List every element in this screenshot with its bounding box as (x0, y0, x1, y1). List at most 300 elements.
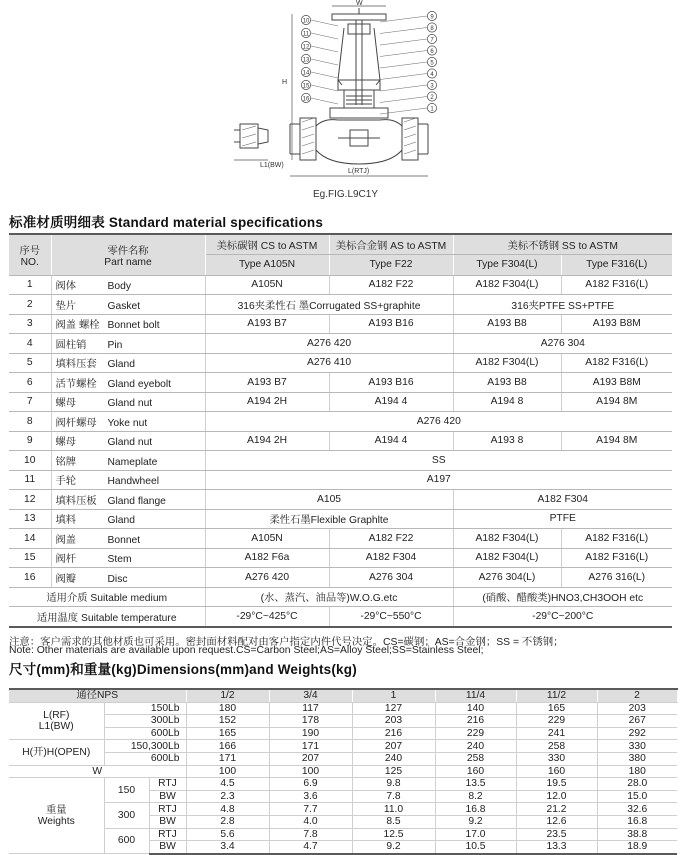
nps-size: 1/2 (186, 689, 269, 702)
length-label (9, 702, 104, 740)
length-value: 229 (435, 727, 516, 740)
weight-value: 2.8 (186, 815, 269, 828)
width-row (9, 765, 677, 778)
weight-value: 8.5 (352, 815, 435, 828)
weight-value: 19.5 (516, 778, 597, 791)
pressure-class: 600Lb (104, 752, 186, 765)
part-balloon-label: 11 (302, 31, 310, 38)
material-cell: A182 F304(L) (453, 548, 561, 568)
end-type: RTJ (149, 803, 186, 816)
dim-l-label: L(RTJ) (348, 168, 370, 175)
height-value: 380 (597, 752, 677, 765)
temperature-as: -29°C~550°C (329, 607, 453, 627)
weight-value: 7.8 (352, 790, 435, 803)
col-header-ss: 美标不锈钢 SS to ASTM (453, 234, 672, 254)
part-balloon-label: 14 (302, 70, 310, 77)
length-label-bw: L1(BW) (38, 720, 74, 732)
material-cell: A105 (205, 490, 453, 510)
length-value: 178 (269, 715, 352, 728)
width-value: 160 (516, 765, 597, 778)
part-name-cn: 阀盖 (55, 534, 77, 546)
part-name-cn: 活节螺栓 (55, 378, 97, 390)
part-leader-line (311, 72, 338, 78)
temperature-cs: -29°C~425°C (205, 607, 329, 627)
height-value: 330 (516, 752, 597, 765)
length-value: 241 (516, 727, 597, 740)
weight-value: 3.4 (186, 841, 269, 854)
part-leader-line (311, 46, 338, 52)
material-cell: A194 4 (329, 392, 453, 412)
part-number: 14 (9, 529, 51, 549)
part-number: 5 (9, 353, 51, 373)
material-row (9, 568, 672, 588)
part-number: 15 (9, 548, 51, 568)
part-name (51, 295, 205, 315)
nps-size: 3/4 (269, 689, 352, 702)
part-name-cn: 填料 (55, 515, 77, 527)
material-cell: A194 8M (561, 392, 672, 412)
material-cell: A276 410 (205, 353, 453, 373)
material-cell: A276 304 (453, 334, 672, 354)
part-leader-line (380, 39, 427, 45)
col-header-no-en: NO. (20, 256, 39, 268)
length-value: 165 (186, 727, 269, 740)
nps-size: 2 (597, 689, 677, 702)
dim-l1-label: L1(BW) (260, 162, 284, 169)
length-value: 190 (269, 727, 352, 740)
material-cell: A182 F304 (453, 490, 672, 510)
height-value: 330 (597, 740, 677, 753)
pressure-class: 150Lb (104, 702, 186, 715)
part-name (51, 431, 205, 451)
weight-value: 4.5 (186, 778, 269, 791)
pressure-class: 150,300Lb (104, 740, 186, 753)
weight-class: 300 (104, 803, 149, 828)
height-value: 207 (352, 740, 435, 753)
part-balloon-label: 12 (302, 44, 310, 51)
part-leader-line (380, 16, 427, 22)
part-name (51, 412, 205, 432)
part-name-en: Bonnet bolt (107, 320, 160, 332)
temperature-label: 适用温度 Suitable temperature (9, 607, 205, 627)
height-value: 240 (352, 752, 435, 765)
material-cell: A182 F22 (329, 275, 453, 295)
material-row (9, 548, 672, 568)
part-balloon-label: 4 (430, 71, 434, 78)
material-row (9, 295, 672, 315)
valve-drawing (220, 0, 480, 190)
part-name-cn: 螺母 (55, 398, 77, 410)
material-cell: A276 420 (205, 568, 329, 588)
part-name-en: Gland nut (107, 437, 153, 449)
part-name-cn: 螺母 (55, 437, 77, 449)
weight-value: 12.0 (516, 790, 597, 803)
part-leader-line (380, 74, 427, 80)
nps-label: 通径NPS (9, 689, 186, 702)
medium-label: 适用介质 Suitable medium (9, 587, 205, 607)
height-value: 166 (186, 740, 269, 753)
height-value: 240 (435, 740, 516, 753)
material-section-title: 标准材质明细表 Standard material specifications (9, 215, 324, 230)
weight-value: 17.0 (435, 828, 516, 841)
part-name (51, 392, 205, 412)
part-balloon-label: 3 (430, 83, 434, 90)
weight-value: 9.2 (352, 841, 435, 854)
weight-class: 600 (104, 828, 149, 854)
col-header-f304l: Type F304(L) (453, 254, 561, 275)
part-name (51, 490, 205, 510)
weight-label-en: Weights (37, 815, 75, 827)
valve-body-shape (316, 120, 402, 164)
part-balloon-label: 16 (302, 96, 310, 103)
part-leader-line (380, 51, 427, 57)
material-row (9, 470, 672, 490)
part-name (51, 470, 205, 490)
dimensions-section-title: 尺寸(mm)和重量(kg)Dimensions(mm)and Weights(kg) (9, 662, 357, 677)
medium-row (9, 587, 672, 607)
col-header-part-en: Part name (104, 256, 152, 268)
part-balloon-label: 1 (430, 106, 434, 113)
part-name-en: Gland nut (107, 398, 153, 410)
weight-value: 21.2 (516, 803, 597, 816)
part-name-en: Disc (107, 573, 128, 585)
part-balloon-label: 2 (430, 94, 434, 101)
material-cell: A193 B8 (453, 373, 561, 393)
nps-size: 1 (352, 689, 435, 702)
material-row (9, 490, 672, 510)
material-cell: A193 B16 (329, 373, 453, 393)
part-name-en: Body (107, 281, 131, 293)
material-cell: A182 F316(L) (561, 275, 672, 295)
weight-value: 9.8 (352, 778, 435, 791)
part-name-cn: 填料压套 (55, 359, 97, 371)
part-leader-line (380, 108, 427, 114)
part-name-en: Gland flange (107, 495, 166, 507)
part-name-cn: 阀盖 螺栓 (55, 320, 100, 332)
material-cell: A197 (205, 470, 672, 490)
part-name-en: Yoke nut (107, 417, 148, 429)
part-balloon-label: 15 (302, 83, 310, 90)
part-name-cn: 阀杆 (55, 554, 77, 566)
part-name (51, 548, 205, 568)
part-name-en: Stem (107, 554, 132, 566)
part-leader-line (380, 62, 427, 68)
weight-label (9, 778, 104, 854)
part-number: 6 (9, 373, 51, 393)
end-type: BW (149, 790, 186, 803)
material-cell: 柔性石墨Flexible Graphlte (205, 509, 453, 529)
pressure-class: 600Lb (104, 727, 186, 740)
weight-value: 10.5 (435, 841, 516, 854)
weight-value: 12.5 (352, 828, 435, 841)
part-number: 7 (9, 392, 51, 412)
material-row (9, 353, 672, 373)
part-balloon-label: 5 (430, 60, 434, 67)
material-cell: A105N (205, 275, 329, 295)
length-value: 203 (352, 715, 435, 728)
part-name (51, 353, 205, 373)
part-leader-line (311, 59, 338, 65)
material-cell: A193 B16 (329, 314, 453, 334)
material-cell: A182 F316(L) (561, 529, 672, 549)
part-name-en: Gland eyebolt (107, 378, 172, 390)
material-cell: A193 B8M (561, 373, 672, 393)
part-name-en: Gland (107, 515, 135, 527)
material-cell: A182 F304(L) (453, 529, 561, 549)
material-cell: A182 F304(L) (453, 353, 561, 373)
width-value: 125 (352, 765, 435, 778)
part-balloon-label: 10 (302, 18, 310, 25)
col-header-a105n: Type A105N (205, 254, 329, 275)
weight-value: 38.8 (597, 828, 677, 841)
length-value: 127 (352, 702, 435, 715)
weight-value: 7.7 (269, 803, 352, 816)
material-cell: A276 304(L) (453, 568, 561, 588)
material-row (9, 314, 672, 334)
part-leader-line (311, 33, 338, 39)
width-value: 100 (186, 765, 269, 778)
end-type: RTJ (149, 828, 186, 841)
length-label-rf: L(RF) (43, 709, 70, 721)
part-leader-line (380, 97, 427, 103)
length-value: 140 (435, 702, 516, 715)
part-name-cn: 填料压板 (55, 495, 97, 507)
width-value: 160 (435, 765, 516, 778)
length-row (9, 727, 677, 740)
material-cell: A194 4 (329, 431, 453, 451)
material-cell: A182 F6a (205, 548, 329, 568)
weight-value: 15.0 (597, 790, 677, 803)
material-cell: A193 B8M (561, 314, 672, 334)
length-value: 180 (186, 702, 269, 715)
part-name (51, 334, 205, 354)
part-name-en: Handwheel (107, 476, 160, 488)
part-leader-line (311, 20, 338, 26)
length-value: 216 (352, 727, 435, 740)
note-chinese: 注意：客户需求的其他材质也可采用。密封面材料配对由客户指定内件代号决定。CS=碳钢；AS=合金钢；SS = 不锈钢； (9, 637, 564, 648)
medium-ss: (硝酸、醋酸类)HNO3,CH3OOH etc (453, 587, 672, 607)
part-balloons (301, 11, 436, 114)
material-row (9, 412, 672, 432)
width-value: 100 (269, 765, 352, 778)
material-cell: A182 F316(L) (561, 353, 672, 373)
height-row (9, 740, 677, 753)
weight-value: 18.9 (597, 841, 677, 854)
part-name-en: Nameplate (107, 456, 158, 468)
part-number: 4 (9, 334, 51, 354)
length-value: 117 (269, 702, 352, 715)
part-number: 16 (9, 568, 51, 588)
length-row (9, 702, 677, 715)
material-cell: A193 B8 (453, 314, 561, 334)
part-name-en: Pin (107, 339, 123, 351)
weight-row (9, 778, 677, 791)
part-number: 8 (9, 412, 51, 432)
dim-h-label: H (282, 79, 288, 86)
material-cell: A276 420 (205, 334, 453, 354)
part-balloon-label: 9 (430, 14, 434, 21)
height-row (9, 752, 677, 765)
part-name-cn: 铭牌 (55, 456, 77, 468)
length-value: 165 (516, 702, 597, 715)
part-number: 13 (9, 509, 51, 529)
dimensions-table (9, 688, 678, 855)
weight-value: 2.3 (186, 790, 269, 803)
material-cell: A276 304 (329, 568, 453, 588)
part-number: 2 (9, 295, 51, 315)
col-header-no-cn: 序号 (19, 245, 41, 257)
material-row (9, 431, 672, 451)
weight-value: 4.8 (186, 803, 269, 816)
material-cell: PTFE (453, 509, 672, 529)
length-value: 292 (597, 727, 677, 740)
height-value: 171 (186, 752, 269, 765)
note-english: Note: Other materials are available upon request.CS=Carbon Steel;AS=Alloy Steel;SS=Stainless Steel; (9, 645, 484, 656)
col-header-part (51, 234, 205, 275)
part-name-cn: 垫片 (55, 300, 77, 312)
width-value: 180 (597, 765, 677, 778)
part-number: 3 (9, 314, 51, 334)
part-name (51, 373, 205, 393)
weight-label-cn: 重量 (45, 804, 67, 816)
part-name (51, 314, 205, 334)
part-name-en: Gland (107, 359, 135, 371)
part-number: 1 (9, 275, 51, 295)
valve-cross-section (220, 0, 480, 190)
part-number: 11 (9, 470, 51, 490)
col-header-f316l: Type F316(L) (561, 254, 672, 275)
part-number: 12 (9, 490, 51, 510)
material-cell: A276 316(L) (561, 568, 672, 588)
height-value: 258 (516, 740, 597, 753)
material-row (9, 509, 672, 529)
material-row (9, 334, 672, 354)
col-header-cs: 美标碳钢 CS to ASTM (205, 234, 329, 254)
nps-size: 11/2 (516, 689, 597, 702)
material-cell: A182 F304(L) (453, 275, 561, 295)
weight-value: 4.7 (269, 841, 352, 854)
col-header-part-cn: 零件名称 (107, 245, 149, 257)
material-cell: A194 2H (205, 431, 329, 451)
part-name (51, 568, 205, 588)
material-cell: A193 B7 (205, 314, 329, 334)
weight-value: 9.2 (435, 815, 516, 828)
weight-value: 3.6 (269, 790, 352, 803)
part-name-cn: 阀体 (55, 281, 77, 293)
material-row (9, 392, 672, 412)
nps-size: 11/4 (435, 689, 516, 702)
material-row (9, 373, 672, 393)
weight-value: 7.8 (269, 828, 352, 841)
part-name (51, 451, 205, 471)
length-value: 216 (435, 715, 516, 728)
end-type: BW (149, 815, 186, 828)
height-label: H(开)H(OPEN) (9, 740, 104, 765)
material-cell: A276 420 (205, 412, 672, 432)
dims-header-row (9, 689, 677, 702)
part-name-cn: 圆柱销 (55, 339, 87, 351)
pressure-class: 300Lb (104, 715, 186, 728)
temperature-row (9, 607, 672, 627)
part-balloon-label: 6 (430, 48, 434, 55)
part-name-en: Bonnet (107, 534, 141, 546)
part-name-cn: 手轮 (55, 476, 77, 488)
length-value: 203 (597, 702, 677, 715)
height-value: 258 (435, 752, 516, 765)
weight-value: 28.0 (597, 778, 677, 791)
material-cell: A182 F22 (329, 529, 453, 549)
material-spec-table (9, 233, 672, 628)
part-name (51, 509, 205, 529)
material-cell: A182 F316(L) (561, 548, 672, 568)
part-number: 10 (9, 451, 51, 471)
weight-value: 4.0 (269, 815, 352, 828)
part-leader-line (311, 98, 338, 104)
length-row (9, 715, 677, 728)
weight-value: 11.0 (352, 803, 435, 816)
material-cell: A193 8 (453, 431, 561, 451)
weight-value: 13.5 (435, 778, 516, 791)
weight-value: 16.8 (597, 815, 677, 828)
material-row (9, 529, 672, 549)
weight-row (9, 803, 677, 816)
length-value: 229 (516, 715, 597, 728)
part-name-cn: 阀瓣 (55, 573, 77, 585)
material-cell: A182 F304 (329, 548, 453, 568)
material-cell: A194 2H (205, 392, 329, 412)
weight-value: 8.2 (435, 790, 516, 803)
material-cell: 316夹PTFE SS+PTFE (453, 295, 672, 315)
part-name-cn: 阀杆螺母 (55, 417, 97, 429)
length-value: 152 (186, 715, 269, 728)
end-type: BW (149, 841, 186, 854)
material-cell: A194 8 (453, 392, 561, 412)
end-type: RTJ (149, 778, 186, 791)
material-row (9, 451, 672, 471)
height-value: 171 (269, 740, 352, 753)
weight-value: 5.6 (186, 828, 269, 841)
part-balloon-label: 8 (430, 25, 434, 32)
material-cell: A194 8M (561, 431, 672, 451)
temperature-ss: -29°C~200°C (453, 607, 672, 627)
part-balloon-label: 7 (430, 37, 434, 44)
part-name (51, 275, 205, 295)
height-value: 207 (269, 752, 352, 765)
weight-value: 12.6 (516, 815, 597, 828)
weight-value: 32.6 (597, 803, 677, 816)
col-header-as: 美标合金钢 AS to ASTM (329, 234, 453, 254)
part-leader-line (311, 85, 338, 91)
part-leader-line (380, 28, 427, 34)
dim-w-label: W (356, 0, 363, 7)
part-leader-line (380, 85, 427, 91)
part-name-en: Gasket (107, 300, 141, 312)
col-header-no (9, 234, 51, 275)
width-label: W (9, 765, 186, 778)
weight-value: 23.5 (516, 828, 597, 841)
handwheel-shape (332, 14, 386, 20)
weight-class: 150 (104, 778, 149, 803)
material-cell: SS (205, 451, 672, 471)
length-value: 267 (597, 715, 677, 728)
weight-value: 6.9 (269, 778, 352, 791)
material-cell: 316夹柔性石 墨Corrugated SS+graphite (205, 295, 453, 315)
weight-value: 16.8 (435, 803, 516, 816)
material-cell: A193 B7 (205, 373, 329, 393)
weight-row (9, 828, 677, 841)
figure-caption: Eg.FIG.L9C1Y (312, 189, 379, 200)
medium-csas: (水、蒸汽、油品等)W.O.G.etc (205, 587, 453, 607)
